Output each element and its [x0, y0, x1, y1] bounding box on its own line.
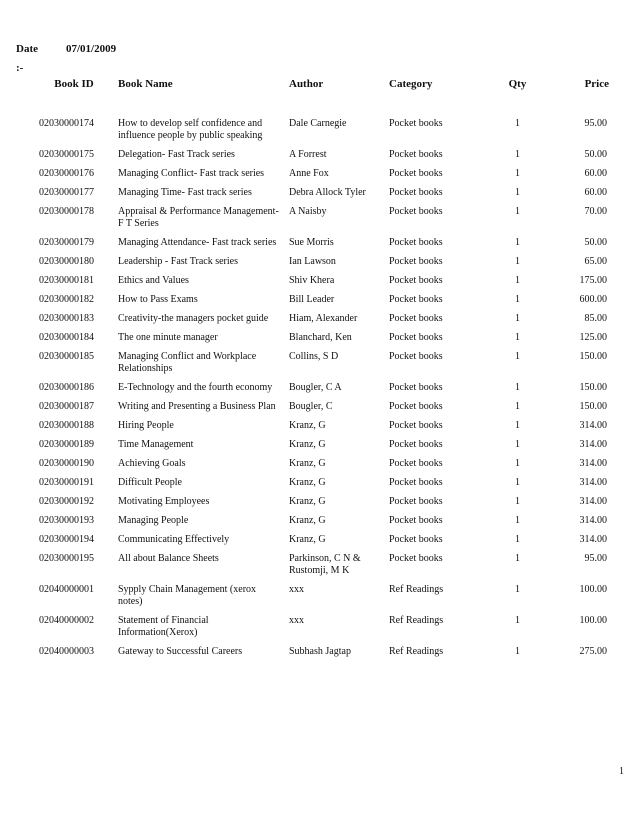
book-name-cell: Gateway to Successful Careers: [118, 646, 243, 657]
book-name-cell: Creativity-the managers pocket guide: [118, 313, 269, 324]
table-body: [35, 115, 609, 662]
book-name-cell: Achieving Goals: [118, 458, 186, 469]
price-cell: 50.00: [584, 149, 607, 160]
book-name-cell: How to develop self confidence and influence people by public speaking: [118, 118, 263, 141]
price-cell: 50.00: [584, 237, 607, 248]
category-cell: Pocket books: [389, 275, 443, 286]
category-cell: Pocket books: [389, 401, 443, 412]
price-cell: 314.00: [579, 458, 607, 469]
author-cell: Kranz, G: [289, 477, 326, 488]
table-row: [35, 612, 609, 643]
qty-cell: 1: [515, 646, 520, 657]
category-cell: Pocket books: [389, 515, 443, 526]
category-cell: Pocket books: [389, 496, 443, 507]
category-cell: Pocket books: [389, 458, 443, 469]
author-cell: Subhash Jagtap: [289, 646, 351, 657]
qty-cell: 1: [515, 313, 520, 324]
qty-cell: 1: [515, 477, 520, 488]
category-cell: Pocket books: [389, 168, 443, 179]
qty-cell: 1: [515, 294, 520, 305]
book-id-cell: 02030000177: [39, 187, 94, 198]
author-cell: Dale Carnegie: [289, 118, 347, 129]
price-cell: 275.00: [579, 646, 607, 657]
book-id-cell: 02030000174: [39, 118, 94, 129]
table-row: [35, 455, 609, 474]
book-name-cell: Writing and Presenting a Business Plan: [118, 401, 276, 412]
book-id-cell: 02040000001: [39, 584, 94, 595]
author-cell: Ian Lawson: [289, 256, 336, 267]
table-row: [35, 581, 609, 612]
author-cell: Bougler, C: [289, 401, 333, 412]
price-cell: 95.00: [584, 553, 607, 564]
price-cell: 95.00: [584, 118, 607, 129]
book-id-cell: 02030000183: [39, 313, 94, 324]
category-cell: Pocket books: [389, 351, 443, 362]
column-header-book-id: Book ID: [54, 78, 94, 90]
price-cell: 175.00: [579, 275, 607, 286]
book-name-cell: Hiring People: [118, 420, 174, 431]
price-cell: 314.00: [579, 477, 607, 488]
book-name-cell: All about Balance Sheets: [118, 553, 219, 564]
qty-cell: 1: [515, 149, 520, 160]
qty-cell: 1: [515, 351, 520, 362]
category-cell: Pocket books: [389, 382, 443, 393]
qty-cell: 1: [515, 496, 520, 507]
table-row: [35, 165, 609, 184]
book-name-cell: How to Pass Exams: [118, 294, 198, 305]
book-name-cell: Managing Conflict and Workplace Relationships: [118, 351, 257, 374]
price-cell: 600.00: [579, 294, 607, 305]
price-cell: 125.00: [579, 332, 607, 343]
date-value: 07/01/2009: [66, 43, 117, 55]
price-cell: 314.00: [579, 496, 607, 507]
table-row: [35, 643, 609, 662]
table-row: [35, 184, 609, 203]
qty-cell: 1: [515, 332, 520, 343]
table-row: [35, 310, 609, 329]
qty-cell: 1: [515, 458, 520, 469]
price-cell: 70.00: [584, 206, 607, 217]
column-header-price: Price: [584, 78, 609, 90]
author-cell: xxx: [289, 584, 304, 595]
book-id-cell: 02040000002: [39, 615, 94, 626]
category-cell: Pocket books: [389, 187, 443, 198]
author-cell: Debra Allock Tyler: [289, 187, 366, 198]
book-name-cell: Communicating Effectively: [118, 534, 230, 545]
category-cell: Pocket books: [389, 332, 443, 343]
category-cell: Pocket books: [389, 206, 443, 217]
book-id-cell: 02030000176: [39, 168, 94, 179]
table-header-row: [35, 72, 609, 96]
qty-cell: 1: [515, 584, 520, 595]
author-cell: Parkinson, C N & Rustomji, M K: [289, 553, 361, 576]
book-name-cell: Time Management: [118, 439, 194, 450]
category-cell: Pocket books: [389, 149, 443, 160]
qty-cell: 1: [515, 168, 520, 179]
author-cell: Bougler, C A: [289, 382, 342, 393]
book-name-cell: Managing Attendance- Fast track series: [118, 237, 277, 248]
page-number: 1: [619, 766, 624, 777]
author-cell: A Forrest: [289, 149, 327, 160]
qty-cell: 1: [515, 206, 520, 217]
book-id-cell: 02030000181: [39, 275, 94, 286]
book-name-cell: Ethics and Values: [118, 275, 189, 286]
table-row: [35, 493, 609, 512]
category-cell: Ref Readings: [389, 646, 444, 657]
book-name-cell: The one minute manager: [118, 332, 218, 343]
price-cell: 85.00: [584, 313, 607, 324]
table-row: [35, 398, 609, 417]
book-name-cell: Managing People: [118, 515, 189, 526]
author-cell: Bill Leader: [289, 294, 335, 305]
qty-cell: 1: [515, 256, 520, 267]
book-id-cell: 02030000195: [39, 553, 94, 564]
qty-cell: 1: [515, 515, 520, 526]
book-id-cell: 02030000180: [39, 256, 94, 267]
qty-cell: 1: [515, 439, 520, 450]
author-cell: Blanchard, Ken: [289, 332, 352, 343]
author-cell: Hiam, Alexander: [289, 313, 358, 324]
table-row: [35, 474, 609, 493]
book-name-cell: Appraisal & Performance Management- F T Series: [118, 206, 279, 229]
book-name-cell: Difficult People: [118, 477, 182, 488]
price-cell: 100.00: [579, 615, 607, 626]
author-cell: Shiv Khera: [289, 275, 335, 286]
book-id-cell: 02030000179: [39, 237, 94, 248]
qty-cell: 1: [515, 187, 520, 198]
price-cell: 150.00: [579, 382, 607, 393]
price-cell: 100.00: [579, 584, 607, 595]
author-cell: Kranz, G: [289, 439, 326, 450]
author-cell: Collins, S D: [289, 351, 339, 362]
book-name-cell: Sypply Chain Management (xerox notes): [118, 584, 257, 607]
table-row: [35, 272, 609, 291]
qty-cell: 1: [515, 382, 520, 393]
book-id-cell: 02030000184: [39, 332, 94, 343]
book-id-cell: 02030000188: [39, 420, 94, 431]
books-table: [35, 72, 609, 662]
category-cell: Pocket books: [389, 118, 443, 129]
book-id-cell: 02030000193: [39, 515, 94, 526]
author-cell: Kranz, G: [289, 458, 326, 469]
table-row: [35, 550, 609, 581]
book-id-cell: 02030000194: [39, 534, 94, 545]
category-cell: Pocket books: [389, 294, 443, 305]
category-cell: Pocket books: [389, 534, 443, 545]
table-row: [35, 253, 609, 272]
column-header-qty: Qty: [508, 78, 527, 90]
author-cell: Kranz, G: [289, 420, 326, 431]
book-id-cell: 02030000191: [39, 477, 94, 488]
book-name-cell: E-Technology and the fourth economy: [118, 382, 273, 393]
table-row: [35, 417, 609, 436]
book-name-cell: Motivating Employees: [118, 496, 210, 507]
book-id-cell: 02030000186: [39, 382, 94, 393]
table-row: [35, 203, 609, 234]
price-cell: 314.00: [579, 439, 607, 450]
category-cell: Pocket books: [389, 313, 443, 324]
price-cell: 314.00: [579, 534, 607, 545]
book-id-cell: 02040000003: [39, 646, 94, 657]
qty-cell: 1: [515, 534, 520, 545]
category-cell: Pocket books: [389, 420, 443, 431]
book-id-cell: 02030000187: [39, 401, 94, 412]
qty-cell: 1: [515, 420, 520, 431]
qty-cell: 1: [515, 118, 520, 129]
table-row: [35, 512, 609, 531]
column-header-book-name: Book Name: [118, 78, 173, 90]
table-row: [35, 436, 609, 455]
category-cell: Pocket books: [389, 237, 443, 248]
column-header-category: Category: [389, 78, 433, 90]
book-id-cell: 02030000190: [39, 458, 94, 469]
table-row: [35, 329, 609, 348]
table-row: [35, 348, 609, 379]
book-name-cell: Managing Conflict- Fast track series: [118, 168, 265, 179]
book-name-cell: Delegation- Fast Track series: [118, 149, 235, 160]
table-row: [35, 146, 609, 165]
book-id-cell: 02030000192: [39, 496, 94, 507]
price-cell: 60.00: [584, 187, 607, 198]
price-cell: 314.00: [579, 515, 607, 526]
price-cell: 150.00: [579, 351, 607, 362]
qty-cell: 1: [515, 401, 520, 412]
qty-cell: 1: [515, 237, 520, 248]
qty-cell: 1: [515, 275, 520, 286]
book-name-cell: Statement of Financial Information(Xerox): [118, 615, 209, 638]
author-cell: Kranz, G: [289, 534, 326, 545]
price-cell: 65.00: [584, 256, 607, 267]
book-name-cell: Leadership - Fast Track series: [118, 256, 238, 267]
book-id-cell: 02030000175: [39, 149, 94, 160]
book-name-cell: Managing Time- Fast track series: [118, 187, 252, 198]
category-cell: Pocket books: [389, 439, 443, 450]
book-id-cell: 02030000178: [39, 206, 94, 217]
qty-cell: 1: [515, 553, 520, 564]
book-id-cell: 02030000189: [39, 439, 94, 450]
table-row: [35, 291, 609, 310]
category-cell: Pocket books: [389, 553, 443, 564]
date-suffix: :-: [16, 62, 24, 74]
author-cell: xxx: [289, 615, 304, 626]
author-cell: Anne Fox: [289, 168, 329, 179]
book-id-cell: 02030000182: [39, 294, 94, 305]
table-row: [35, 531, 609, 550]
price-cell: 150.00: [579, 401, 607, 412]
author-cell: A Naisby: [289, 206, 327, 217]
column-header-author: Author: [289, 78, 324, 90]
qty-cell: 1: [515, 615, 520, 626]
book-id-cell: 02030000185: [39, 351, 94, 362]
date-label: Date: [16, 43, 38, 55]
price-cell: 60.00: [584, 168, 607, 179]
category-cell: Pocket books: [389, 477, 443, 488]
table-row: [35, 115, 609, 146]
table-row: [35, 234, 609, 253]
table-row: [35, 379, 609, 398]
author-cell: Kranz, G: [289, 496, 326, 507]
category-cell: Ref Readings: [389, 584, 444, 595]
author-cell: Kranz, G: [289, 515, 326, 526]
price-cell: 314.00: [579, 420, 607, 431]
author-cell: Sue Morris: [289, 237, 334, 248]
category-cell: Ref Readings: [389, 615, 444, 626]
category-cell: Pocket books: [389, 256, 443, 267]
